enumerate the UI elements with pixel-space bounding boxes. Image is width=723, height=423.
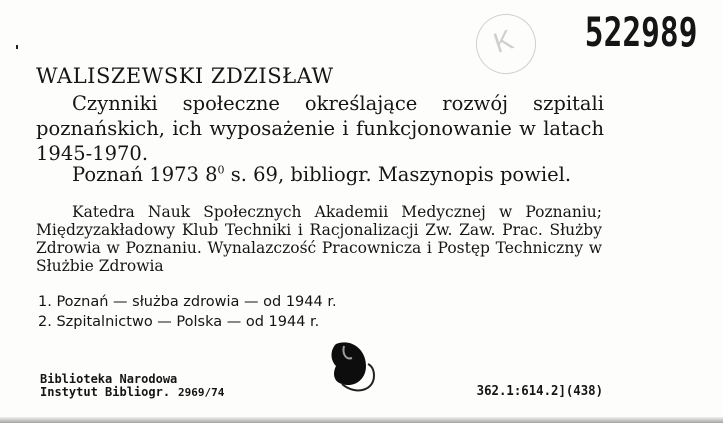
accession-number: 522989 bbox=[584, 10, 697, 56]
library-imprint bbox=[40, 373, 224, 399]
library-institute: Instytut Bibliogr. 2969/74 bbox=[40, 385, 225, 399]
imprint-line bbox=[72, 163, 571, 186]
faint-library-stamp bbox=[468, 6, 544, 82]
imprint-description: s. 69, bibliogr. Maszynopis powiel. bbox=[230, 163, 572, 186]
punched-hole-mark bbox=[322, 338, 376, 400]
subject-heading-2: 2. Szpitalnictwo — Polska — od 1944 r. bbox=[38, 314, 320, 330]
faint-stamp-letter: K bbox=[489, 23, 518, 59]
imprint-format: $8^0$ bbox=[205, 163, 225, 186]
subject-heading-1: 1. Poznań — służba zdrowia — od 1944 r. bbox=[38, 294, 337, 310]
work-title: Czynniki społeczne określające rozwój szpitali poznańskich, ich wyposażenie i funkcjonowanie w latach 1945-1970. bbox=[36, 92, 604, 165]
author-heading: WALISZEWSKI ZDZISŁAW bbox=[36, 64, 334, 88]
institution-note: Katedra Nauk Społecznych Akademii Medycznej w Poznaniu; Międzyzakładowy Klub Techniki i Racjonalizacji Zw. Zaw. Prac. Służby Zdrowia w Poznaniu. Wynalazczość Pracownicza i Postęp Techniczny w Służbie Zdrowia bbox=[36, 203, 602, 275]
subject-headings bbox=[38, 292, 337, 332]
dust-speck bbox=[16, 45, 18, 49]
imprint-place-year: Poznań 1973 bbox=[72, 163, 199, 186]
library-name: Biblioteka Narodowa bbox=[40, 372, 178, 386]
classification-number: 362.1:614.2](438) bbox=[476, 384, 603, 399]
card-code: 2969/74 bbox=[178, 386, 225, 399]
